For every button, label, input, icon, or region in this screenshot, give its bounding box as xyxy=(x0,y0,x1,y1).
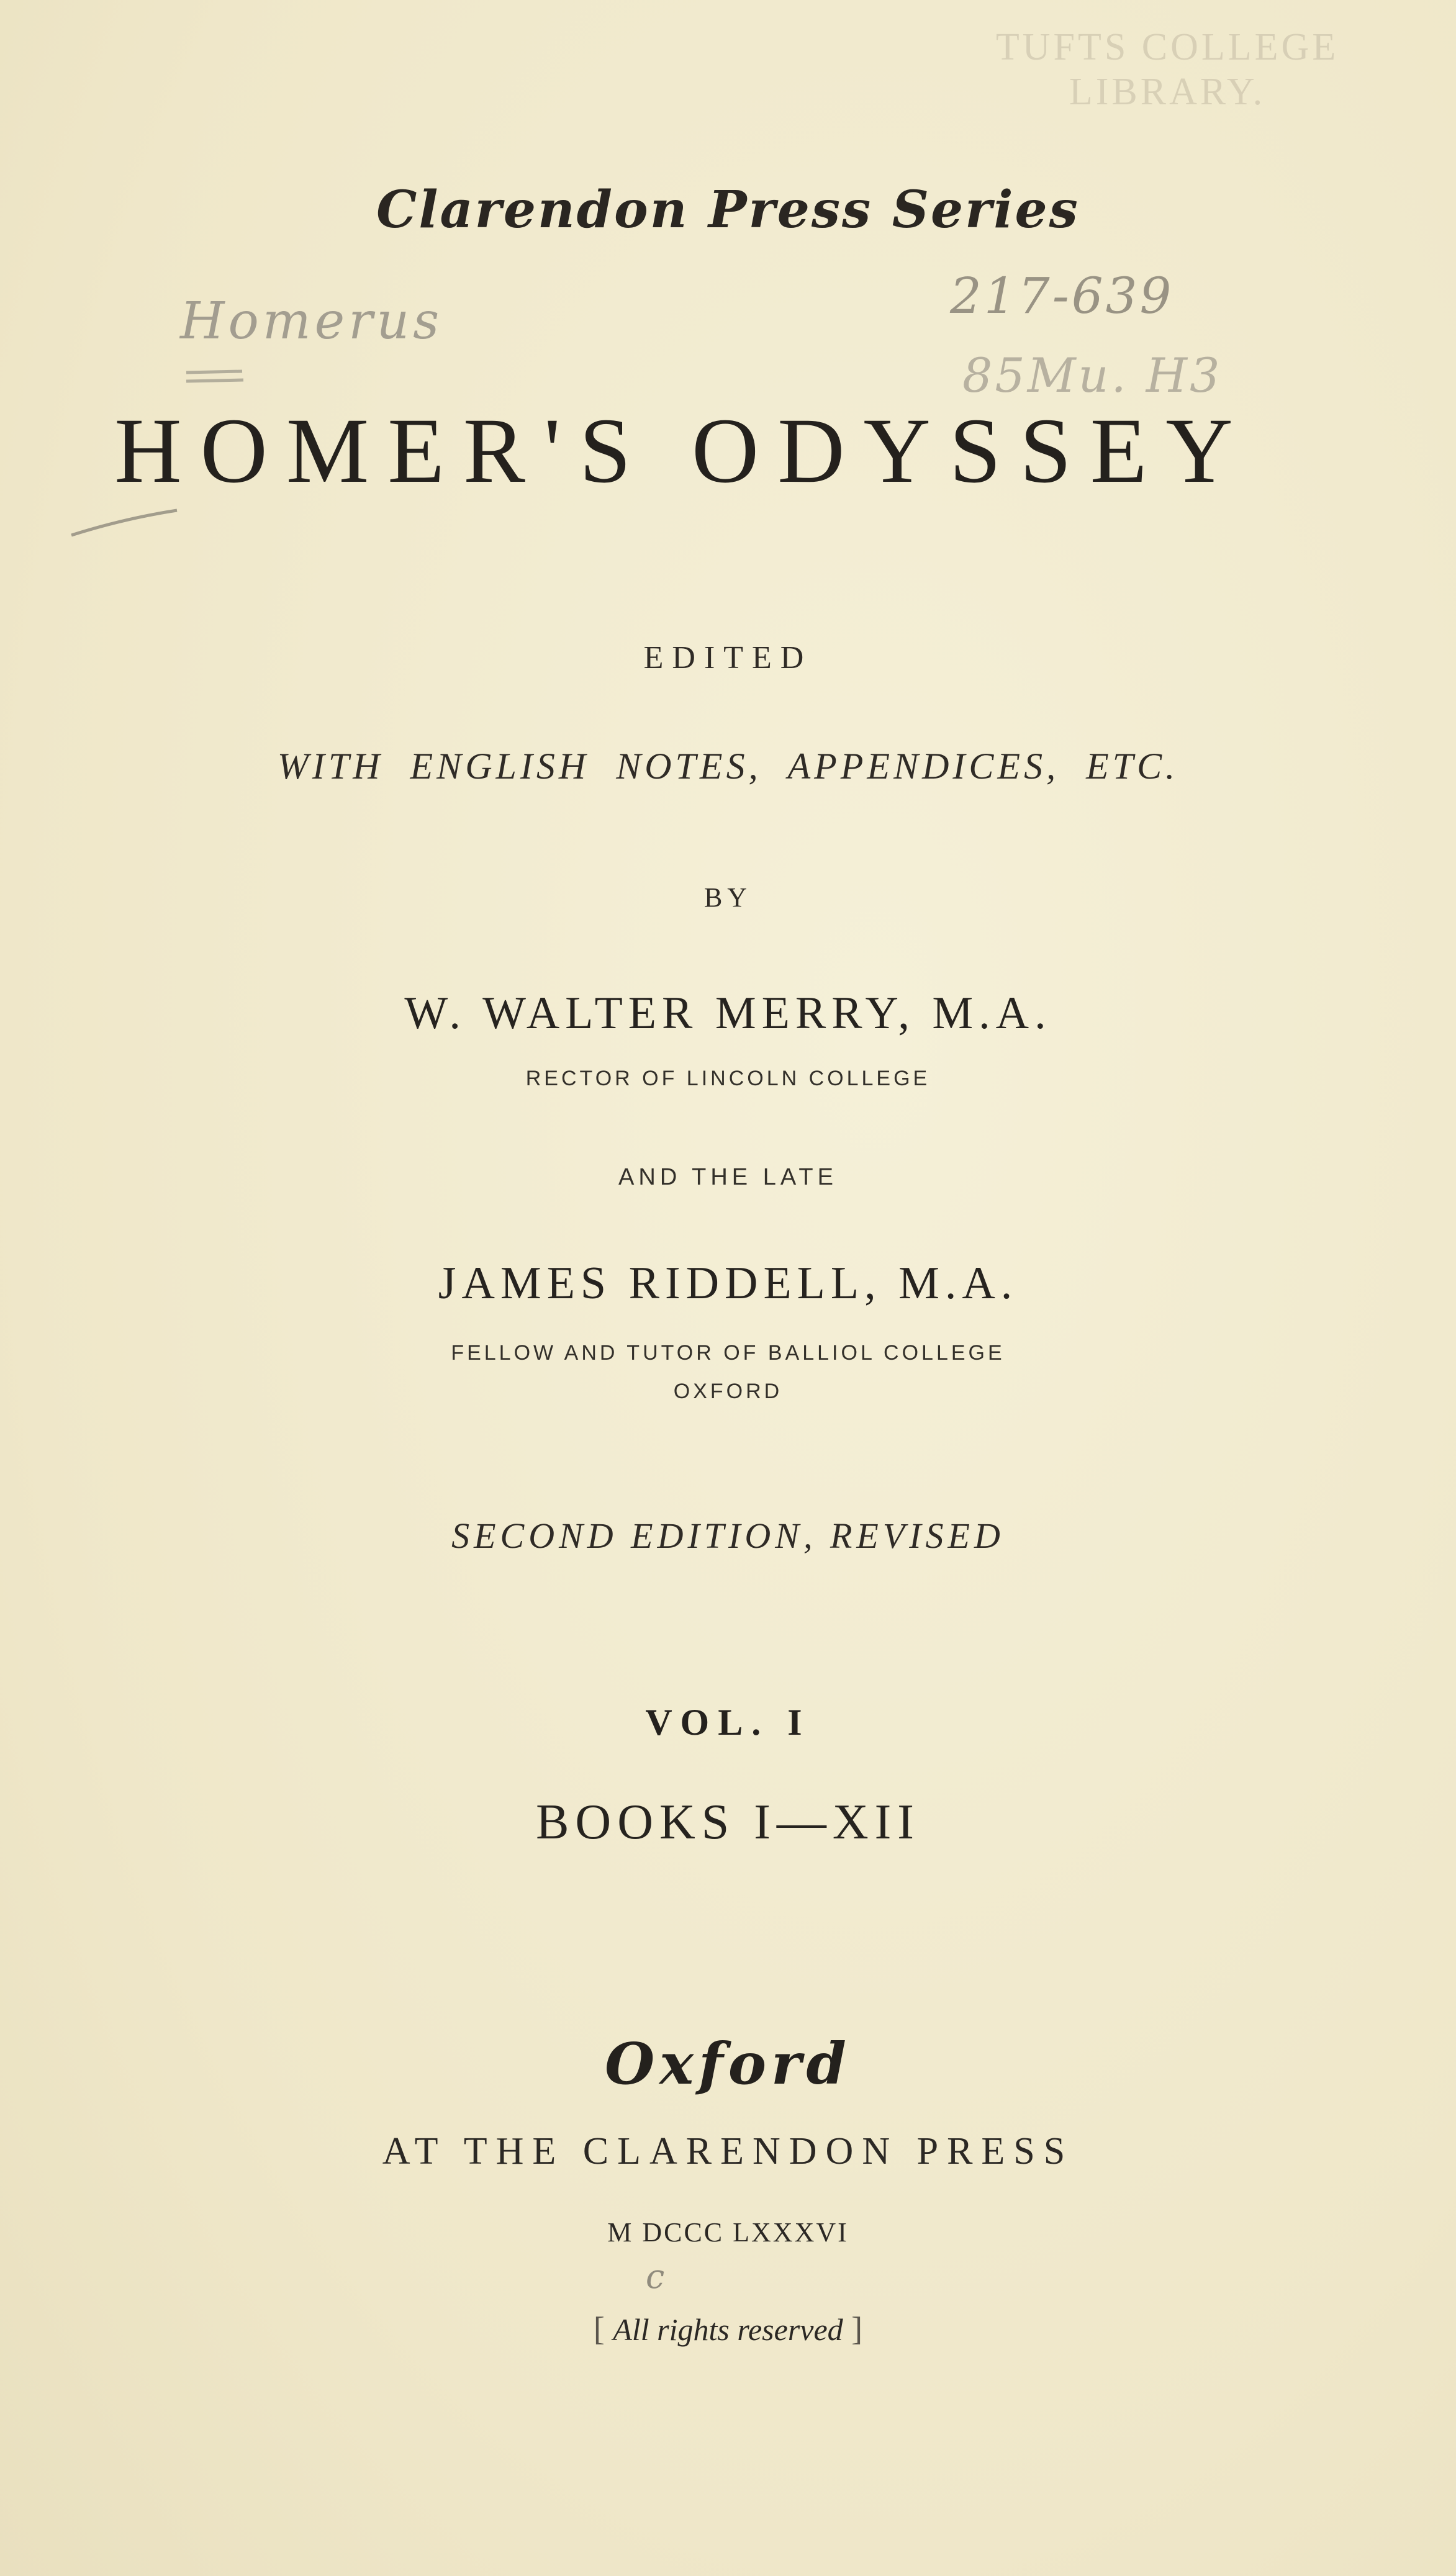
publication-date: M DCCC LXXXVI xyxy=(607,2217,849,2248)
publication-place: Oxford xyxy=(605,2030,851,2097)
series-name: Clarendon Press Series xyxy=(376,180,1080,240)
pencil-stroke xyxy=(71,510,177,535)
handwritten-call-mark: 85Mu. H3 xyxy=(962,348,1223,403)
author-riddell-place: OXFORD xyxy=(673,1380,783,1403)
author-merry-role: RECTOR OF LINCOLN COLLEGE xyxy=(525,1067,931,1090)
edition-statement: SECOND EDITION, REVISED xyxy=(451,1516,1005,1556)
pencil-underline xyxy=(186,371,243,381)
handwritten-name: Homerus xyxy=(180,292,443,351)
rights-text: All rights reserved xyxy=(613,2312,843,2347)
author-merry: W. WALTER MERRY, M.A. xyxy=(404,988,1052,1039)
by-label: BY xyxy=(703,882,753,913)
books-range: BOOKS I—XII xyxy=(536,1795,920,1850)
handwritten-small-mark: c xyxy=(646,2257,665,2296)
edition-contents: WITH ENGLISH NOTES, APPENDICES, ETC. xyxy=(277,746,1179,787)
book-title: HOMER'S ODYSSEY xyxy=(114,399,1252,502)
rights-notice xyxy=(0,2310,1456,2348)
author-riddell-role: FELLOW AND TUTOR OF BALLIOL COLLEGE xyxy=(451,1341,1005,1365)
publisher: AT THE CLARENDON PRESS xyxy=(382,2130,1074,2172)
author-riddell: JAMES RIDDELL, M.A. xyxy=(438,1258,1018,1309)
left-bracket: [ xyxy=(593,2310,613,2348)
library-stamp-line1: TUFTS COLLEGE xyxy=(995,26,1339,68)
volume-number: VOL. I xyxy=(645,1702,811,1743)
library-stamp-line2: LIBRARY. xyxy=(1069,71,1266,113)
handwritten-number: 217-639 xyxy=(950,267,1174,325)
and-the-late-label: AND THE LATE xyxy=(618,1164,838,1190)
edited-label: EDITED xyxy=(643,640,813,676)
right-bracket: ] xyxy=(843,2310,863,2348)
